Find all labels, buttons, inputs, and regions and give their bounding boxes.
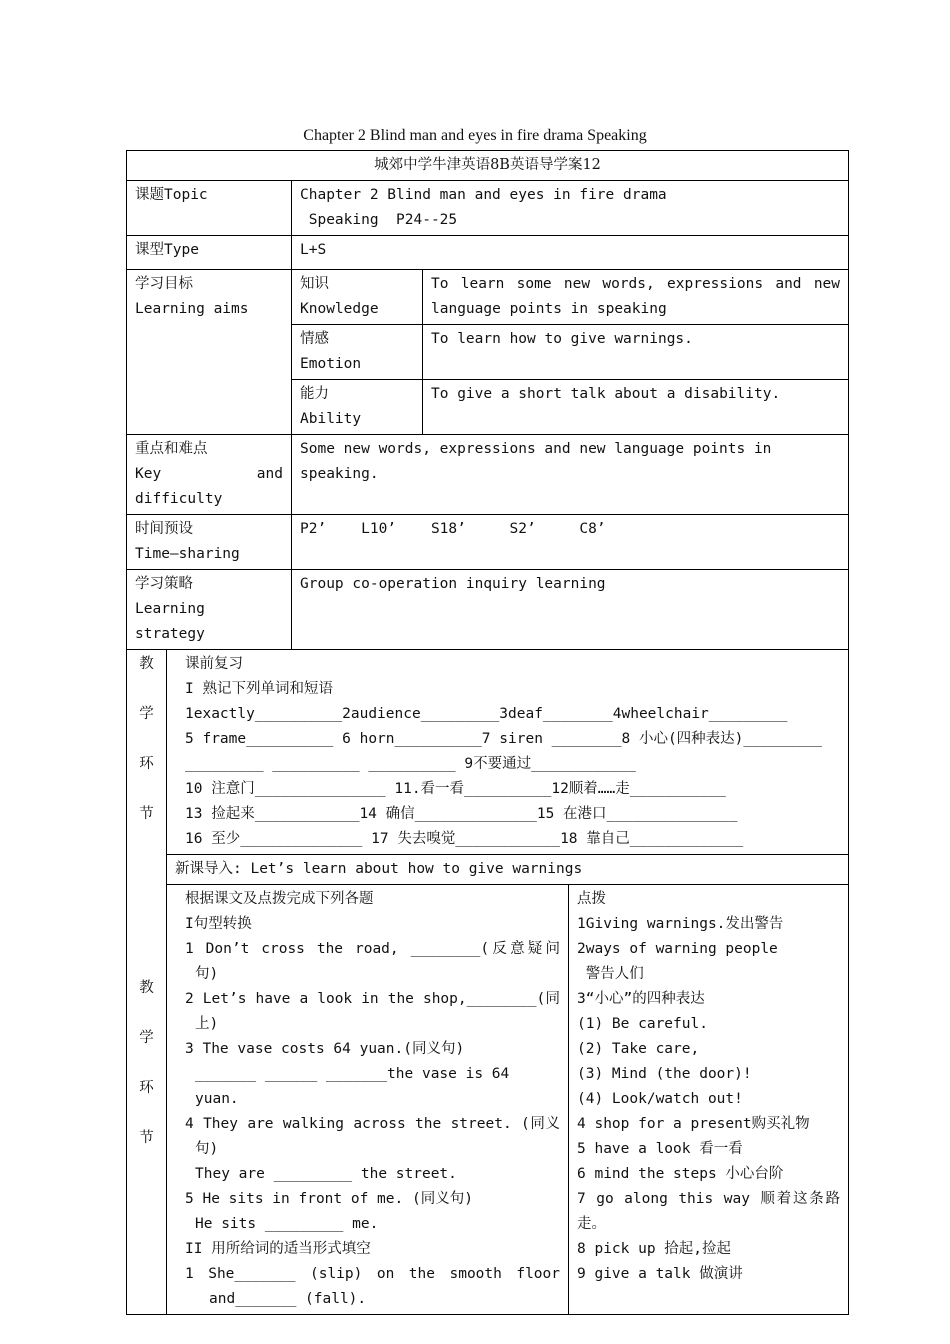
topic-value: Chapter 2 Blind man and eyes in fire drama Speaking P24--25 <box>292 181 849 236</box>
emotion-text: To learn how to give warnings. <box>423 325 849 380</box>
ability-text: To give a short talk about a disability. <box>423 380 849 435</box>
knowledge-text: To learn some new words, expressions and new language points in speaking <box>423 270 849 325</box>
aims-label: 学习目标 Learning aims <box>127 270 292 435</box>
topic-label: 课题Topic <box>127 181 292 236</box>
document-title: Chapter 2 Blind man and eyes in fire drama Speaking <box>303 127 647 144</box>
type-value: L+S <box>292 236 849 270</box>
key-value: Some new words, expressions and new language points in speaking. <box>292 435 849 515</box>
emotion-label: 情感 Emotion <box>292 325 423 380</box>
exercise-column: 根据课文及点拨完成下列各题 I句型转换 1 Don’t cross the road, ________(反意疑问 句) 2 Let’s have a look in the shop,________(同 上) 3 The vase costs 64 yuan.(同义句) _______ ______ _______the vase is 64 yuan. 4 They are walking across the street. (同义 句) They are _________ the street. 5 He sits in front of me. (同义句) He sits _________ me. II 用所给词的适当形式填空 1 She_______ (slip) on the smooth floor and_______ (fall). <box>167 885 569 1315</box>
lesson-plan-table <box>126 150 849 1315</box>
type-label: 课型Type <box>127 236 292 270</box>
new-lesson-intro: 新课导入: Let’s learn about how to give warnings <box>167 855 849 885</box>
table-header: 城郊中学牛津英语8B英语导学案12 <box>127 151 849 181</box>
time-value: P2’ L10’ S18’ S2’ C8’ <box>292 515 849 570</box>
tips-column: 点拨 1Giving warnings.发出警告 2ways of warning people 警告人们 3“小心”的四种表达 (1) Be careful. (2) Take care, (3) Mind (the door)! (4) Look/watch out! 4 shop for a present购买礼物 5 have a look 看一看 6 mind the steps 小心台阶 7 go along this way 顺着这条路 走。 8 pick up 拾起,捡起 9 give a talk 做演讲 <box>569 885 849 1315</box>
section-label: 教 学 环 节 教 学 环 节 <box>127 650 167 1315</box>
knowledge-label: 知识 Knowledge <box>292 270 423 325</box>
ability-label: 能力 Ability <box>292 380 423 435</box>
strategy-value: Group co-operation inquiry learning <box>292 570 849 650</box>
review-section: 课前复习 I 熟记下列单词和短语 1exactly__________2audience_________3deaf________4wheelchair_________ 5 frame__________ 6 horn__________7 siren ________8 小心(四种表达)_________ _________ __________ __________ 9不要通过____________ 10 注意门_______________ 11.看一看__________12顺着……走___________ 13 捡起来____________14 确信______________15 在港口_______________ 16 至少______________ 17 失去嗅觉____________18 靠自己_____________ <box>167 650 849 855</box>
key-label: 重点和难点 Key and difficulty <box>127 435 292 515</box>
time-label: 时间预设 Time—sharing <box>127 515 292 570</box>
strategy-label: 学习策略 Learning strategy <box>127 570 292 650</box>
